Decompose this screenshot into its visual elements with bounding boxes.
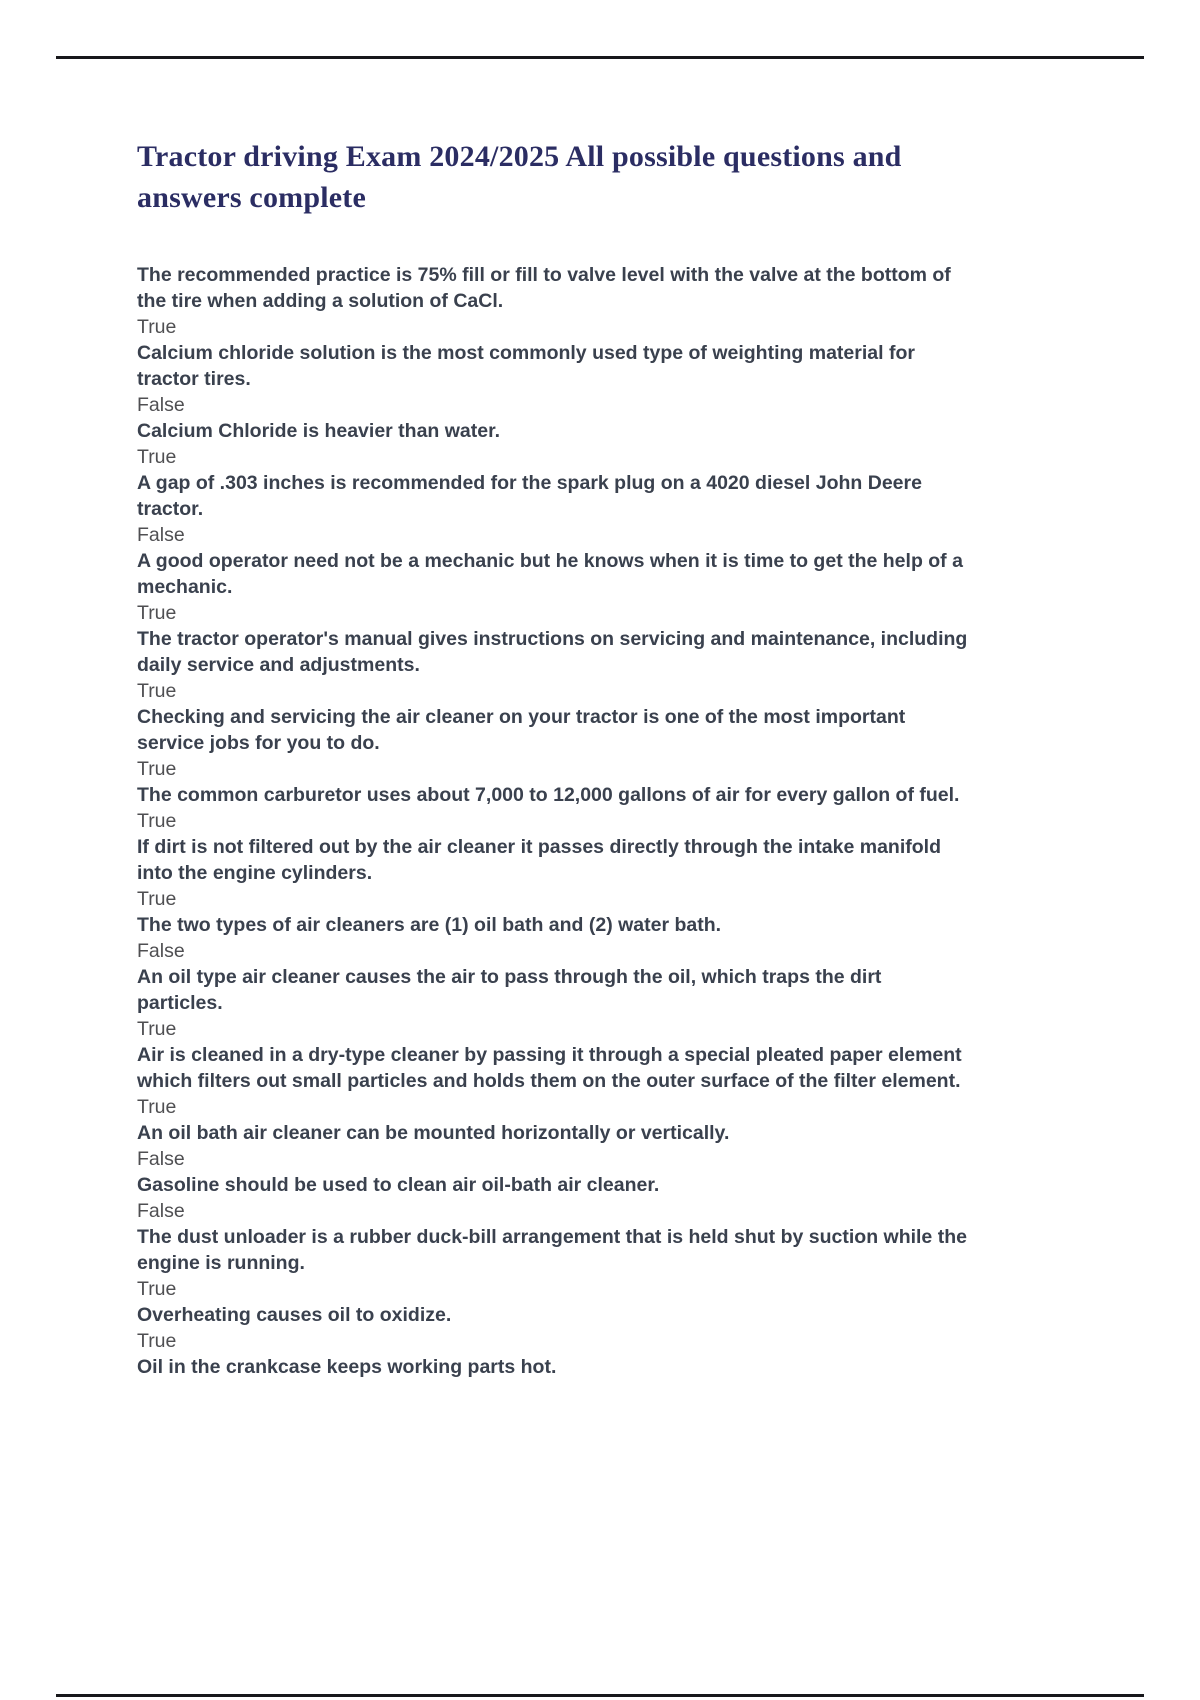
question-text: An oil type air cleaner causes the air to pass through the oil, which traps the dirt particles. — [137, 966, 882, 1014]
qa-item — [137, 262, 969, 340]
answer-text: True — [137, 1278, 177, 1300]
qa-item — [137, 548, 969, 626]
qa-item — [137, 1042, 969, 1120]
qa-item — [137, 834, 969, 912]
qa-item — [137, 1172, 969, 1224]
answer-text: False — [137, 394, 185, 416]
answer-text: True — [137, 810, 177, 832]
qa-item — [137, 964, 969, 1042]
page-title: Tractor driving Exam 2024/2025 All possible questions and answers complete — [137, 140, 902, 214]
question-text: Checking and servicing the air cleaner on your tractor is one of the most important service jobs for you to do. — [137, 706, 906, 754]
answer-text: True — [137, 680, 177, 702]
qa-item — [137, 1224, 969, 1302]
answer-text: True — [137, 602, 177, 624]
qa-item — [137, 470, 969, 548]
question-text: The recommended practice is 75% fill or fill to valve level with the valve at the bottom of the tire when adding a solution of CaCl. — [137, 264, 951, 312]
qa-item — [137, 1302, 969, 1354]
top-horizontal-rule — [56, 56, 1144, 59]
qa-item — [137, 1120, 969, 1172]
answer-text: True — [137, 1330, 177, 1352]
question-text: The common carburetor uses about 7,000 to 12,000 gallons of air for every gallon of fuel. — [137, 784, 960, 806]
qa-item — [137, 626, 969, 704]
qa-item — [137, 704, 969, 782]
answer-text: True — [137, 1096, 177, 1118]
page-content — [137, 136, 969, 1380]
question-text: The tractor operator's manual gives instructions on servicing and maintenance, including daily service and adjustments. — [137, 628, 968, 676]
qa-list — [137, 262, 969, 1380]
answer-text: True — [137, 1018, 177, 1040]
answer-text: True — [137, 888, 177, 910]
question-text: Calcium chloride solution is the most commonly used type of weighting material for tractor tires. — [137, 342, 915, 390]
question-text: The dust unloader is a rubber duck-bill arrangement that is held shut by suction while the engine is running. — [137, 1226, 967, 1274]
answer-text: True — [137, 758, 177, 780]
question-text: An oil bath air cleaner can be mounted horizontally or vertically. — [137, 1122, 730, 1144]
answer-text: False — [137, 1148, 185, 1170]
question-text: Overheating causes oil to oxidize. — [137, 1304, 452, 1326]
question-text: A good operator need not be a mechanic but he knows when it is time to get the help of a mechanic. — [137, 550, 963, 598]
question-text: Gasoline should be used to clean air oil-bath air cleaner. — [137, 1174, 660, 1196]
question-text: Calcium Chloride is heavier than water. — [137, 420, 501, 442]
qa-item — [137, 340, 969, 418]
question-text: A gap of .303 inches is recommended for the spark plug on a 4020 diesel John Deere tractor. — [137, 472, 922, 520]
answer-text: False — [137, 524, 185, 546]
qa-item — [137, 782, 969, 834]
answer-text: False — [137, 1200, 185, 1222]
answer-text: True — [137, 316, 177, 338]
qa-item — [137, 912, 969, 964]
qa-item — [137, 418, 969, 470]
answer-text: True — [137, 446, 177, 468]
question-text: Oil in the crankcase keeps working parts hot. — [137, 1356, 557, 1378]
answer-text: False — [137, 940, 185, 962]
question-text: The two types of air cleaners are (1) oil bath and (2) water bath. — [137, 914, 722, 936]
qa-item — [137, 1354, 969, 1380]
question-text: If dirt is not filtered out by the air cleaner it passes directly through the intake manifold into the engine cylinders. — [137, 836, 941, 884]
question-text: Air is cleaned in a dry-type cleaner by passing it through a special pleated paper element which filters out small particles and holds them on the outer surface of the filter element. — [137, 1044, 962, 1092]
bottom-horizontal-rule — [56, 1694, 1144, 1697]
